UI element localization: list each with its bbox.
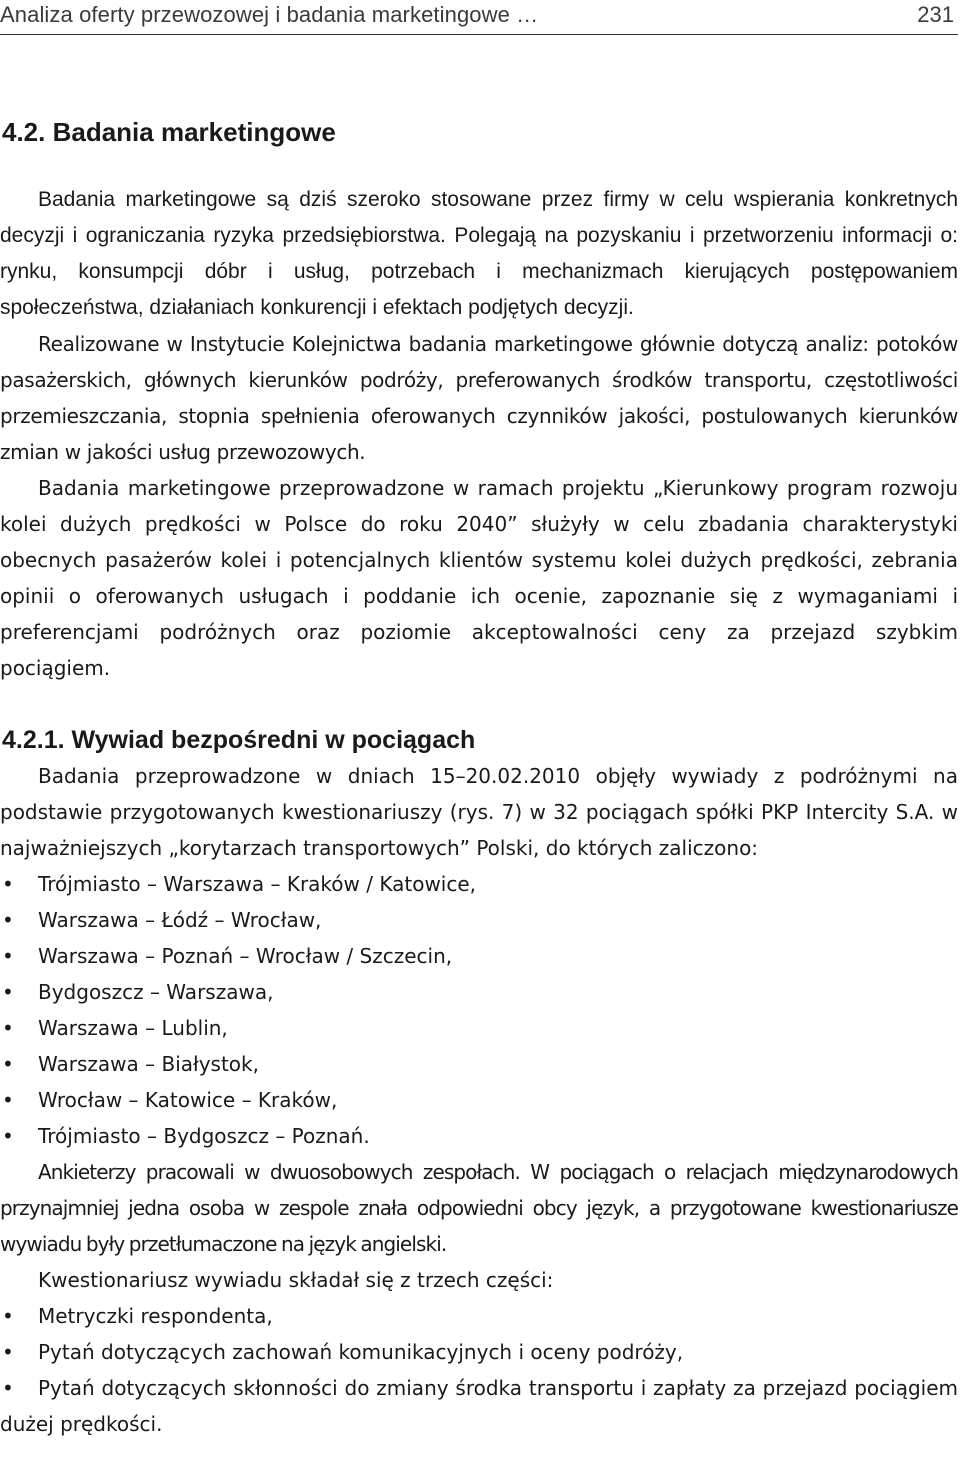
list-item-text: Warszawa – Lublin,: [38, 1016, 228, 1040]
list-item: [0, 1298, 958, 1334]
section-heading: 4.2. Badania marketingowe: [2, 117, 336, 147]
bullet-icon: •: [2, 1304, 14, 1328]
subsection-heading: 4.2.1. Wywiad bezpośredni w pociągach: [2, 726, 476, 754]
list-item: [0, 1334, 958, 1370]
corridor-list: [0, 866, 958, 1154]
bullet-icon: •: [2, 1376, 14, 1400]
list-item-text: Pytań dotyczących zachowań komunikacyjnych i oceny podróży,: [38, 1340, 684, 1364]
paragraph: Kwestionariusz wywiadu składał się z trzech części:: [38, 1268, 554, 1292]
bullet-icon: •: [2, 1340, 14, 1364]
paragraph: Badania marketingowe są dziś szeroko stosowane przez firmy w celu wspierania konkretnych decyzji i ograniczania ryzyka przedsiębiorstwa. Polegają na pozyskaniu i przetworzeniu informacji o: rynku, konsumpcji dóbr i usług, potrzebach i mechanizmach kierujących postępowaniem społeczeństwa, działaniach konkurencji i efektach podjętych decyzji.: [0, 188, 958, 319]
list-item: [0, 1370, 958, 1442]
running-header: [0, 0, 958, 35]
questionnaire-parts-list: [0, 1298, 958, 1442]
list-item: [0, 938, 958, 974]
list-item-text: Warszawa – Poznań – Wrocław / Szczecin,: [38, 944, 453, 968]
list-item-text: Trójmiasto – Warszawa – Kraków / Katowice,: [38, 872, 477, 896]
list-item-text: Warszawa – Łódź – Wrocław,: [38, 908, 322, 932]
paragraph: Badania marketingowe przeprowadzone w ramach projektu „Kierunkowy program rozwoju kolei dużych prędkości w Polsce do roku 2040” służyły w celu zbadania charakterystyki obecnych pasażerów kolei i potencjalnych klientów systemu kolei dużych prędkości, zebrania opinii o oferowanych usługach i poddanie ich ocenie, zapoznanie się z wymaganiami i preferencjami podróżnych oraz poziomie akceptowalności ceny za przejazd szybkim pociągiem.: [0, 476, 958, 680]
list-item-text: Trójmiasto – Bydgoszcz – Poznań.: [38, 1124, 370, 1148]
running-header-title: Analiza oferty przewozowej i badania marketingowe …: [0, 2, 539, 27]
list-item: [0, 866, 958, 902]
bullet-icon: •: [2, 1124, 14, 1148]
list-item-text: Warszawa – Białystok,: [38, 1052, 259, 1076]
bullet-icon: •: [2, 1052, 14, 1076]
list-item: [0, 1010, 958, 1046]
list-item-text: Wrocław – Katowice – Kraków,: [38, 1088, 338, 1112]
bullet-icon: •: [2, 1088, 14, 1112]
list-item-text: Bydgoszcz – Warszawa,: [38, 980, 274, 1004]
paragraph: Realizowane w Instytucie Kolejnictwa badania marketingowe głównie dotyczą analiz: potoków pasażerskich, głównych kierunków podróży, preferowanych środków transportu, częstotliwości przemieszczania, stopnia spełnienia oferowanych czynników jakości, postulowanych kierunków zmian w jakości usług przewozowych.: [0, 332, 958, 464]
list-item: [0, 1046, 958, 1082]
page-number: 231: [917, 2, 954, 27]
bullet-icon: •: [2, 908, 14, 932]
bullet-icon: •: [2, 872, 14, 896]
paragraph: Ankieterzy pracowali w dwuosobowych zespołach. W pociągach o relacjach międzynarodowych przynajmniej jedna osoba w zespole znała odpowiedni obcy język, a przygotowane kwestionariusze wywiadu były przetłumaczone na język angielski.: [0, 1160, 958, 1256]
paragraph: Badania przeprowadzone w dniach 15–20.02.2010 objęły wywiady z podróżnymi na podstawie przygotowanych kwestionariuszy (rys. 7) w 32 pociągach spółki PKP Intercity S.A. w najważniejszych „korytarzach transportowych” Polski, do których zaliczono:: [0, 764, 958, 860]
bullet-icon: •: [2, 1016, 14, 1040]
list-item: [0, 1082, 958, 1118]
list-item: [0, 902, 958, 938]
bullet-icon: •: [2, 980, 14, 1004]
page-content: [0, 110, 958, 1442]
bullet-icon: •: [2, 944, 14, 968]
list-item: [0, 974, 958, 1010]
list-item-text: Metryczki respondenta,: [38, 1304, 273, 1328]
list-item-text: Pytań dotyczących skłonności do zmiany środka transportu i zapłaty za przejazd pociągiem dużej prędkości.: [0, 1376, 958, 1436]
list-item: [0, 1118, 958, 1154]
